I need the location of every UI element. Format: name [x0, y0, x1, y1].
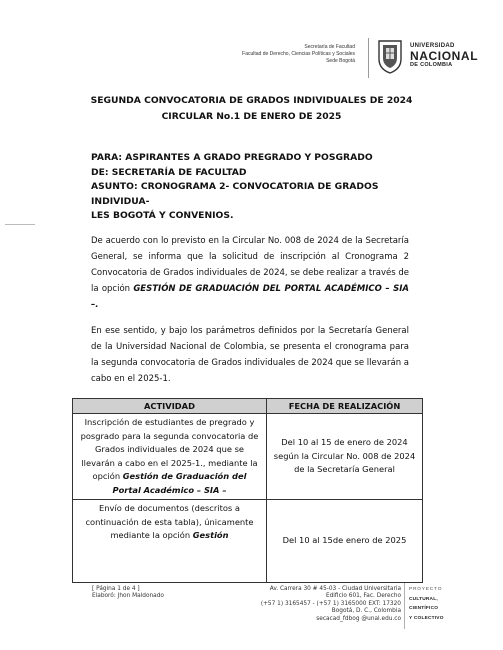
document-title	[0, 93, 503, 125]
margin-mark	[5, 224, 35, 225]
paragraph-1-text: De acuerdo con lo previsto en la Circular No. 008 de 2024 de la Secretaría General, se informa que la solicitud de inscripción al Cronograma 2 Convocatoria de Grados individuales de 2024, se debe realizar a través de la opción	[91, 236, 409, 294]
paragraph-2	[91, 323, 409, 387]
title-line-1: SEGUNDA CONVOCATORIA DE GRADOS INDIVIDUALES DE 2024	[90, 95, 413, 106]
activity-text: Envío de documentos (descritos a continuación de esta tabla), únicamente mediante la opción	[85, 503, 254, 540]
brand-line: Y COLECTIVO	[409, 615, 444, 621]
paragraph-1	[91, 233, 409, 313]
subject-line-cont: LES BOGOTÁ Y CONVENIOS.	[91, 210, 234, 221]
date-cell: Del 10 al 15de enero de 2025	[267, 500, 423, 583]
paragraph-2-text: En ese sentido, y bajo los parámetros definidos por la Secretaría General de la Universidad Nacional de Colombia, se presenta el cronograma para la segunda convocatoria de Grados individuales de 2024 que se llevarán a cabo en el 2025-1.	[91, 326, 409, 384]
address-line: Edificio 601, Fac. Derecho	[325, 593, 401, 600]
faculty-header	[155, 44, 355, 65]
activity-cell	[73, 414, 267, 500]
date-cell: Del 10 al 15 de enero de 2024 según la Circular No. 008 de 2024 de la Secretaría General	[267, 414, 423, 500]
column-header-date: FECHA DE REALIZACIÓN	[267, 399, 423, 414]
footer-brand	[409, 585, 444, 623]
footer-divider	[404, 583, 405, 629]
author-line: Elaboró: Jhon Maldonado	[92, 593, 164, 600]
wordmark-line-1: UNIVERSIDAD	[410, 43, 455, 49]
schedule-table	[72, 398, 423, 583]
activity-emphasis: Gestión de Graduación del Portal Académico – SIA –	[112, 471, 247, 495]
table-row	[73, 414, 423, 500]
activity-text: Inscripción de estudiantes de pregrado y posgrado para la segunda convocatoria de Grados individuales de 2024 que se llevarán a cabo en el 2025-1., mediante la opción	[80, 417, 259, 481]
wordmark-line-3: DE COLOMBIA	[410, 62, 453, 68]
address-line: Bogotá, D. C., Colombia	[331, 608, 401, 615]
brand-line: CULTURAL,	[409, 596, 438, 602]
faculty-line: Sede Bogotá	[326, 58, 355, 64]
brand-line: PROYECTO	[409, 587, 443, 592]
header-divider	[368, 38, 369, 78]
university-wordmark	[410, 43, 478, 69]
footer-address	[230, 586, 401, 623]
address-line: Av. Carrera 30 # 45-03 - Ciudad Universitaria	[269, 586, 401, 592]
activity-emphasis: Gestión	[192, 530, 229, 540]
wordmark-line-2: NACIONAL	[410, 49, 479, 63]
column-header-activity: ACTIVIDAD	[73, 399, 267, 414]
address-block	[91, 151, 431, 224]
footer-page-info	[92, 586, 172, 601]
table-row	[73, 500, 423, 583]
table-header-row	[73, 399, 423, 414]
recipient-line: PARA: ASPIRANTES A GRADO PREGRADO Y POSGRADO	[91, 152, 373, 163]
title-line-2: CIRCULAR No.1 DE ENERO DE 2025	[161, 111, 342, 122]
sender-line: DE: SECRETARÍA DE FACULTAD	[91, 166, 247, 178]
page-number: [ Página 1 de 4 ]	[92, 586, 140, 592]
subject-line: ASUNTO: CRONOGRAMA 2- CONVOCATORIA DE GRADOS INDIVIDUA-	[91, 181, 379, 207]
portal-option-emphasis: GESTIÓN DE GRADUACIÓN DEL PORTAL ACADÉMICO – SIA –.	[91, 284, 409, 310]
email-line: secacad_fdbog @unal.edu.co	[316, 615, 401, 622]
address-line: (+57 1) 3165457 - (+57 1) 3165000 EXT: 17320	[260, 600, 401, 607]
faculty-line: Secretaría de Facultad	[304, 44, 355, 50]
university-seal-icon	[375, 37, 405, 75]
faculty-line: Facultad de Derecho, Ciencias Políticas y Sociales	[242, 51, 355, 57]
brand-line: CIENTÍFICO	[409, 606, 439, 611]
activity-cell	[73, 500, 267, 583]
